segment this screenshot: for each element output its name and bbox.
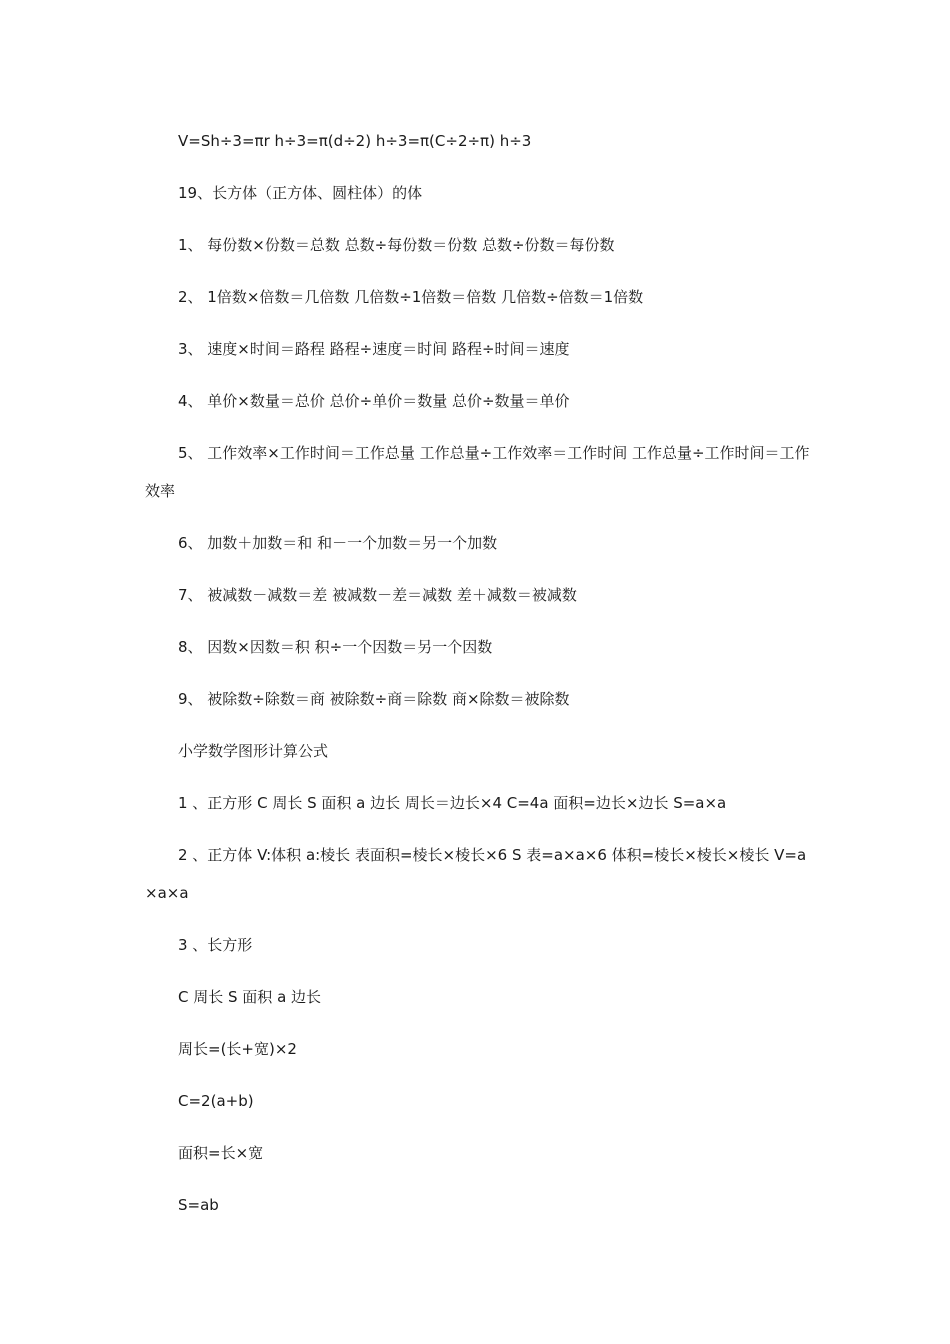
rectangle-perimeter-formula: C=2(a+b) <box>178 1092 254 1110</box>
rectangle-symbols: C 周长 S 面积 a 边长 <box>178 988 322 1006</box>
formula-item-6: 6、 加数＋加数＝和 和－一个加数＝另一个加数 <box>178 534 498 552</box>
section-heading-geometry: 小学数学图形计算公式 <box>178 742 329 760</box>
formula-item-7: 7、 被减数－减数＝差 被减数－差＝减数 差＋减数＝被减数 <box>178 586 577 604</box>
formula-item-8: 8、 因数×因数＝积 积÷一个因数＝另一个因数 <box>178 638 493 656</box>
document-body <box>145 122 810 1238</box>
rectangle-area-formula: S=ab <box>178 1196 219 1214</box>
formula-item-5: 5、 工作效率×工作时间＝工作总量 工作总量÷工作效率＝工作时间 工作总量÷工作时间＝工作效率 <box>145 444 810 500</box>
rectangle-area-words: 面积=长×宽 <box>178 1144 264 1162</box>
formula-item-3: 3、 速度×时间＝路程 路程÷速度＝时间 路程÷时间＝速度 <box>178 340 570 358</box>
geometry-cube: 2 、正方体 V:体积 a:棱长 表面积=棱长×棱长×6 S 表=a×a×6 体积=棱长×棱长×棱长 V=a×a×a <box>145 846 807 902</box>
geometry-square: 1 、正方形 C 周长 S 面积 a 边长 周长＝边长×4 C=4a 面积=边长×边长 S=a×a <box>178 794 727 812</box>
formula-item-2: 2、 1倍数×倍数＝几倍数 几倍数÷1倍数＝倍数 几倍数÷倍数＝1倍数 <box>178 288 644 306</box>
formula-item-1: 1、 每份数×份数＝总数 总数÷每份数＝份数 总数÷份数＝每份数 <box>178 236 615 254</box>
formula-cone-volume: V=Sh÷3=πr h÷3=π(d÷2) h÷3=π(C÷2÷π) h÷3 <box>178 132 532 150</box>
formula-item-4: 4、 单价×数量＝总价 总价÷单价＝数量 总价÷数量＝单价 <box>178 392 570 410</box>
rectangle-perimeter-words: 周长=(长+宽)×2 <box>178 1040 297 1058</box>
formula-item-9: 9、 被除数÷除数＝商 被除数÷商＝除数 商×除数＝被除数 <box>178 690 570 708</box>
heading-cuboid-volume: 19、长方体（正方体、圆柱体）的体 <box>178 184 423 202</box>
geometry-rectangle-heading: 3 、长方形 <box>178 936 253 954</box>
